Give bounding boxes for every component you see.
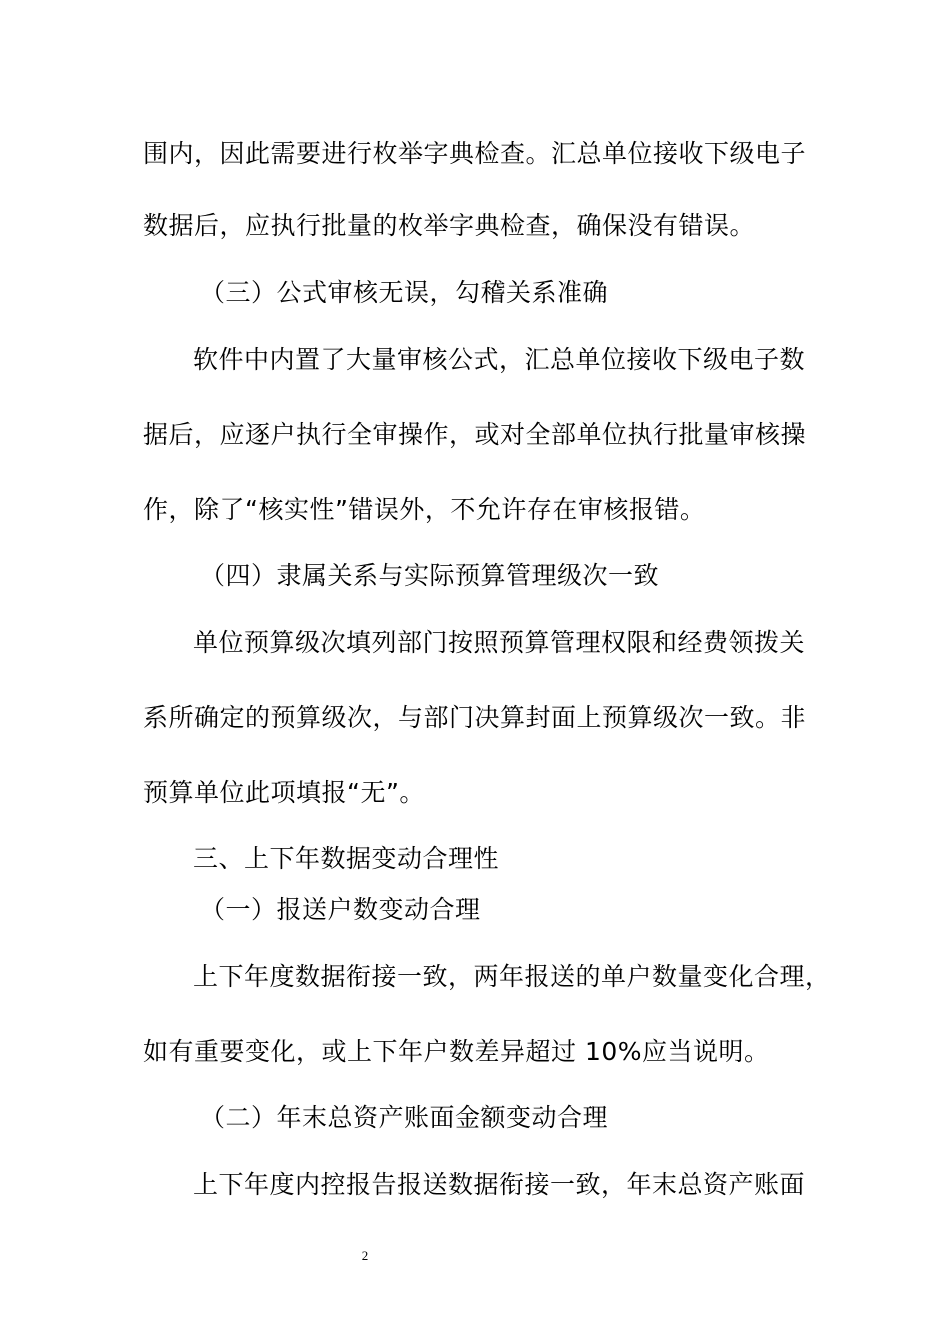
paragraph-line: 预算单位此项填报“无”。 — [143, 778, 425, 807]
paragraph-line: 单位预算级次填列部门按照预算管理权限和经费领拨关 — [193, 628, 806, 657]
section-heading: （一）报送户数变动合理 — [200, 895, 481, 924]
paragraph-line: 围内，因此需要进行枚举字典检查。汇总单位接收下级电子 — [143, 139, 807, 168]
paragraph-line: 作，除了“核实性”错误外，不允许存在审核报错。 — [143, 495, 706, 524]
paragraph-line: 如有重要变化，或上下年户数差异超过 10%应当说明。 — [143, 1037, 770, 1066]
paragraph-line: 上下年度数据衔接一致，两年报送的单户数量变化合理， — [193, 962, 831, 991]
paragraph-line: 据后，应逐户执行全审操作，或对全部单位执行批量审核操 — [143, 420, 807, 449]
paragraph-line: 上下年度内控报告报送数据衔接一致，年末总资产账面 — [193, 1170, 806, 1199]
paragraph-line: 数据后，应执行批量的枚举字典检查，确保没有错误。 — [143, 211, 756, 240]
page-number: 2 — [361, 1248, 369, 1263]
section-heading: （二）年末总资产账面金额变动合理 — [200, 1103, 609, 1132]
section-heading: （三）公式审核无误，勾稽关系准确 — [200, 278, 609, 307]
paragraph-line: 系所确定的预算级次，与部门决算封面上预算级次一致。非 — [143, 703, 807, 732]
paragraph-line: 软件中内置了大量审核公式，汇总单位接收下级电子数 — [193, 345, 806, 374]
chapter-heading: 三、上下年数据变动合理性 — [193, 844, 500, 873]
section-heading: （四）隶属关系与实际预算管理级次一致 — [200, 561, 660, 590]
